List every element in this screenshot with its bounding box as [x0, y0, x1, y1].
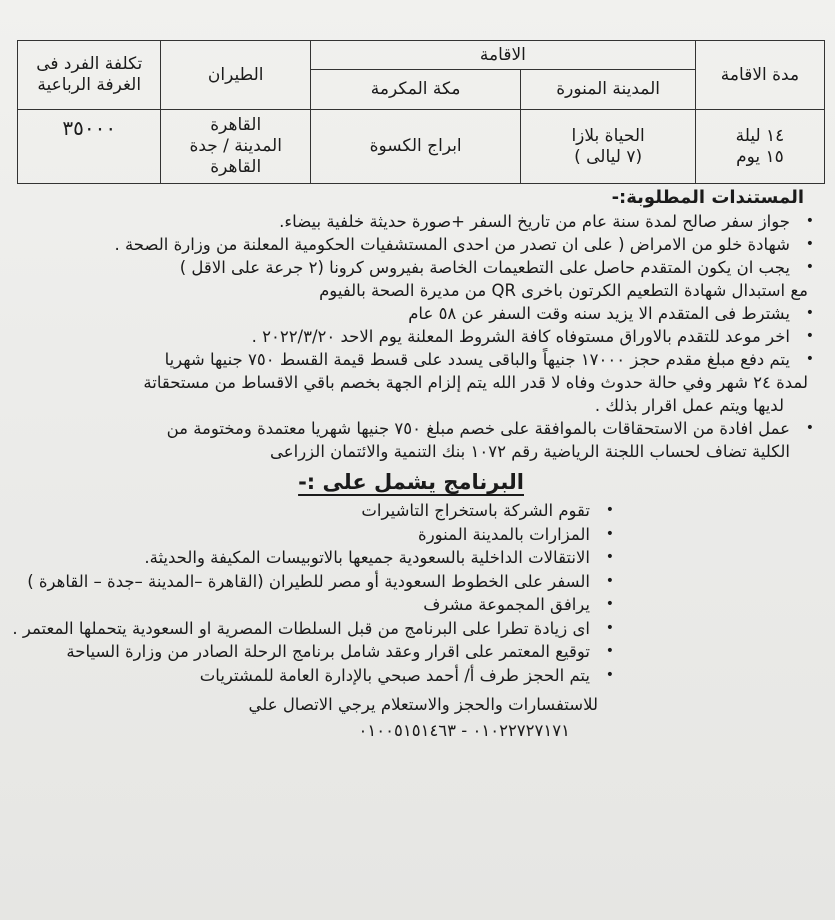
list-item	[8, 546, 820, 570]
header-makkah: مكة المكرمة	[310, 70, 520, 110]
bullet-icon: •	[605, 666, 614, 683]
list-item	[8, 640, 820, 664]
item-text: جواز سفر صالح لمدة سنة عام من تاريخ السفر +صورة حديثة خلفية بيضاء.	[279, 212, 790, 231]
bullet-icon: •	[805, 328, 814, 344]
item-text: يرافق المجموعة مشرف	[423, 595, 590, 614]
madinah-hotel: الحياة بلازا	[571, 125, 645, 146]
item-text: المزارات بالمدينة المنورة	[418, 524, 590, 544]
list-item	[8, 499, 820, 523]
flight-origin: القاهرة	[210, 115, 262, 135]
duration-nights: ١٤ ليلة	[735, 125, 785, 146]
documents-list-cont	[8, 302, 820, 371]
header-duration: مدة الاقامة	[695, 41, 824, 110]
list-item	[8, 617, 820, 641]
document-body	[8, 186, 820, 744]
list-item	[8, 593, 820, 617]
item-continuation: الكلية تضاف لحساب اللجنة الرياضية رقم ١٠٧٢ بنك التنمية والائتمان الزراعى	[270, 442, 790, 461]
list-item	[8, 302, 820, 325]
bullet-icon: •	[605, 596, 614, 612]
bullet-icon: •	[805, 213, 814, 229]
bullet-icon: •	[605, 525, 614, 542]
cost-value: ٣٥٠٠٠	[62, 116, 117, 140]
item-text: تقوم الشركة باستخراج التاشيرات	[361, 501, 590, 520]
cell-duration	[695, 110, 824, 184]
bullet-icon: •	[805, 351, 814, 367]
duration-days: ١٥ يوم	[736, 146, 784, 167]
bullet-icon: •	[805, 236, 814, 252]
item-text: اى زيادة تطرا على البرنامج من قبل السلطات المصرية او السعودية يتحملها المعتمر .	[12, 618, 590, 638]
bullet-icon: •	[605, 502, 614, 518]
cell-flight	[161, 110, 310, 184]
flight-return: القاهرة	[210, 157, 262, 177]
list-item	[8, 570, 820, 594]
bullet-icon: •	[805, 259, 814, 275]
trip-table	[17, 40, 825, 184]
list-item	[8, 348, 820, 371]
bullet-icon: •	[605, 572, 614, 589]
item-text: يتم الحجز طرف أ/ أحمد صبحي بالإدارة العامة للمشتريات	[199, 665, 590, 685]
item-text: شهادة خلو من الامراض ( على ان تصدر من احدى المستشفيات الحكومية المعلنة من وزارة الصحة .	[114, 235, 790, 254]
cell-makkah: ابراج الكسوة	[310, 110, 520, 184]
header-cost: تكلفة الفرد فى الغرفة الرباعية	[18, 41, 161, 110]
bullet-icon: •	[605, 549, 614, 565]
item-text: الانتقالات الداخلية بالسعودية جميعها بالاتوبيسات المكيفة والحديثة.	[144, 548, 590, 567]
bullet-icon: •	[605, 643, 614, 659]
item-text: عمل افادة من الاستحقاقات بالموافقة على خصم مبلغ ٧٥٠ جنيها شهريا معتمدة ومختومة من	[166, 419, 790, 438]
header-madinah: المدينة المنورة	[521, 70, 696, 110]
contact-text: للاستفسارات والحجز والاستعلام يرجي الاتصال علي	[248, 695, 598, 714]
documents-list	[8, 210, 820, 279]
program-title: البرنامج يشمل على :-	[298, 470, 524, 494]
list-item	[8, 233, 820, 256]
list-item	[8, 523, 820, 547]
flight-route: المدينة / جدة	[189, 136, 282, 156]
item-text: توقيع المعتمر على اقرار وعقد شامل برنامج الرحلة الصادر من وزارة السياحة	[66, 642, 590, 661]
item-text: يشترط فى المتقدم الا يزيد سنه وقت السفر عن ٥٨ عام	[408, 304, 790, 323]
item-text: يتم دفع مبلغ مقدم حجز ١٧٠٠٠ جنيهاً والباقى يسدد على قسط قيمة القسط ٧٥٠ جنيها شهريا	[164, 350, 790, 369]
contact-phones: ٠١٠٢٢٧٢٧١٧١ - ٠١٠٠٥١٥١٤٦٣	[358, 721, 570, 740]
list-item	[8, 664, 820, 688]
cell-madinah	[521, 110, 696, 184]
header-residence: الاقامة	[310, 41, 695, 70]
madinah-nights: (٧ ليالى )	[574, 146, 643, 167]
item-continuation: لديها ويتم عمل اقرار بذلك .	[594, 396, 784, 415]
list-item	[8, 256, 820, 279]
cell-cost	[18, 110, 161, 184]
item-text: اخر موعد للتقدم بالاوراق مستوفاه كافة الشروط المعلنة يوم الاحد ٢٠٢٢/٣/٢٠ .	[251, 327, 790, 346]
header-flight: الطيران	[161, 41, 310, 110]
documents-title: المستندات المطلوبة:-	[611, 187, 804, 208]
list-item	[8, 325, 820, 348]
item-text: السفر على الخطوط السعودية أو مصر للطيران (القاهرة –المدينة –جدة – القاهرة )	[27, 571, 590, 591]
item-continuation: مع استبدال شهادة التطعيم الكرتون باخرى QR من مديرة الصحة بالفيوم	[319, 281, 808, 300]
program-list	[8, 499, 820, 687]
bullet-icon: •	[805, 420, 814, 436]
list-item	[8, 210, 820, 233]
item-continuation: لمدة ٢٤ شهر وفي حالة حدوث وفاه لا قدر الله يتم إلزام الجهة بخصم باقي الاقساط من مستحقاتة	[143, 373, 808, 392]
bullet-icon: •	[805, 305, 814, 321]
list-item	[8, 417, 820, 440]
item-text: يجب ان يكون المتقدم حاصل على التطعيمات الخاصة بفيروس كرونا (٢ جرعة على الاقل )	[179, 258, 790, 277]
documents-list-cont-2	[8, 417, 820, 440]
bullet-icon: •	[605, 619, 614, 636]
